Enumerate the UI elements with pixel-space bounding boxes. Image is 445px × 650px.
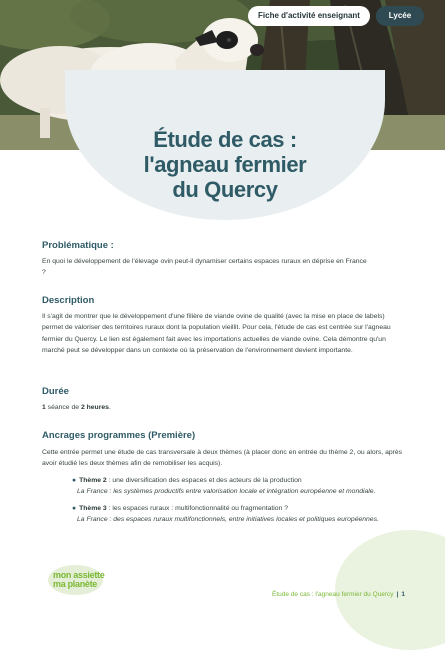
duration-middle: séance de — [45, 404, 81, 411]
brand-logo — [53, 571, 123, 589]
duration-text — [42, 402, 404, 413]
page-title — [65, 127, 385, 202]
theme-text: : les espaces ruraux : multifonctionnalité ou fragmentation ? — [106, 504, 289, 512]
footer-title: Étude de cas : l'agneau fermier du Quercy — [271, 591, 394, 598]
problem-section — [42, 240, 404, 279]
theme-subtext: La France : les systèmes productifs entre valorisation locale et intégration européenne et mondiale. — [77, 488, 376, 496]
page-number: 1 — [401, 591, 405, 598]
duration-section — [42, 386, 404, 413]
description-heading: Description — [42, 295, 95, 306]
themes-list — [72, 475, 408, 525]
level-badge: Lycée — [376, 6, 424, 26]
theme-subtext: La France : des espaces ruraux multifonctionnels, entre initiatives locales et politiques européennes. — [77, 515, 379, 523]
duration-end: . — [108, 404, 111, 411]
problem-text: En quoi le développement de l'élevage ovin peut-il dynamiser certains espaces ruraux en déprise en France ? — [42, 258, 367, 277]
page-footer — [245, 591, 405, 598]
anchors-heading: Ancrages programmes (Première) — [42, 430, 196, 441]
list-item — [72, 503, 408, 526]
bullet-icon: ● — [72, 504, 77, 512]
bullet-icon: ● — [72, 477, 77, 484]
logo-line-1: mon assiette — [53, 570, 105, 580]
logo-line-2: ma planète — [53, 579, 98, 589]
anchors-text: Cette entrée permet une étude de cas transversale à deux thèmes (à placer donc en entrée du thème 2, ou alors, après avoir étudié les deux thèmes afin de remobiliser les acquis). — [42, 449, 403, 468]
anchors-section — [42, 430, 404, 470]
duration-heading: Durée — [42, 386, 69, 397]
theme-label: Thème 2 — [79, 477, 107, 484]
title-line-2: l'agneau fermier — [143, 152, 307, 177]
title-line-3: du Quercy — [172, 177, 278, 202]
problem-heading: Problématique : — [42, 240, 114, 251]
duration-count: 1 — [42, 404, 46, 411]
footer-decoration — [335, 530, 445, 650]
theme-text: : une diversification des espaces et des acteurs de la production — [106, 477, 302, 484]
list-item — [72, 475, 408, 498]
description-section — [42, 295, 404, 356]
description-text: Il s'agit de montrer que le développement d'une filière de viande ovine de qualité (avec la mise en place de labels) permet de valoriser des territoires ruraux dont la population vieillit. Pour cela, l'étude de cas est centrée sur l'agneau fermier du Quercy. Le lien est également fait avec les importations actuelles de viande ovine. Cela démontre qu'un marché peut se développer dans un contexte où la préservation de l'environnement devient importante. — [42, 313, 391, 354]
duration-hours: 2 heures — [80, 404, 109, 411]
footer-separator: | — [396, 591, 399, 598]
theme-label: Thème 3 — [79, 504, 107, 512]
teacher-sheet-badge: Fiche d'activité enseignant — [248, 6, 370, 26]
title-line-1: Étude de cas : — [153, 127, 297, 152]
